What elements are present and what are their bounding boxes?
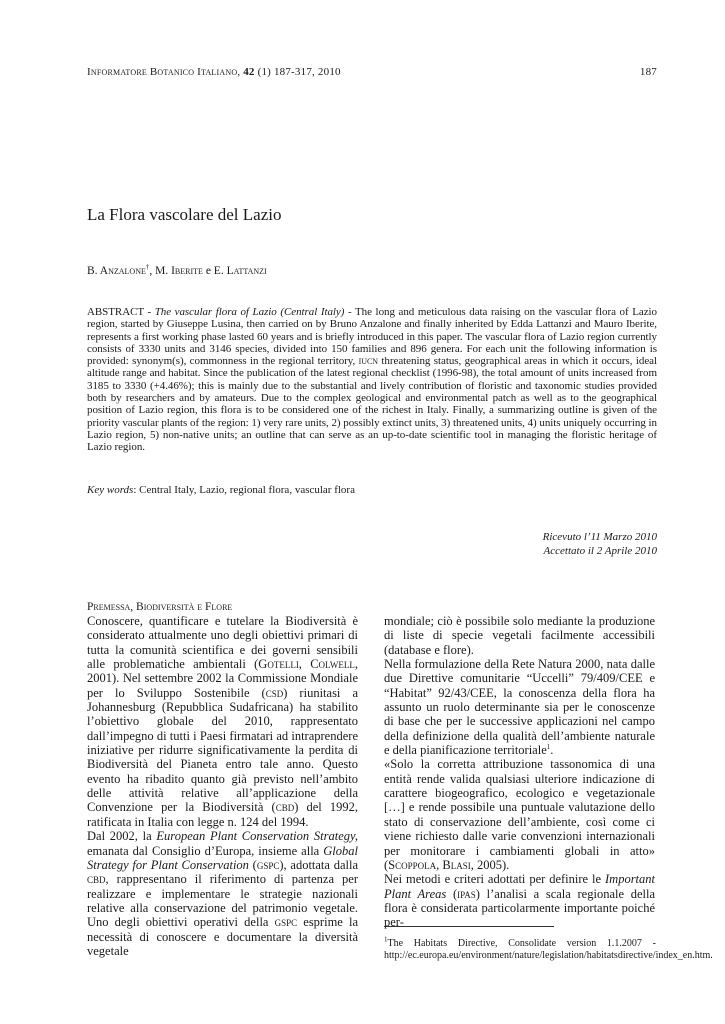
article-title: La Flora vascolare del Lazio — [87, 205, 282, 224]
abstract-text-1: - The long and meticulous data raising on the vascular flora of Lazio region, started by Giuseppe Lusina, then carried on by Bruno Anzalone and finally inherited by Edda Lattanzi and Mauro Iberite, represents a first working phase lasted 60 years and is briefly introduced in this paper. The vascular flora of Lazio region currently consists of 3330 units and 3146 species, divided into 150 families and 896 genera. For each unit the following information is provided: synonym(s), commonness in the regional territory, — [87, 306, 658, 368]
received-date: Ricevuto l’11 Marzo 2010 — [542, 531, 657, 543]
ipa-full: Important Plant Areas — [384, 872, 655, 901]
journal-sep: , — [237, 66, 244, 78]
left-column — [87, 614, 358, 958]
paragraph-2 — [87, 829, 358, 958]
author-line — [87, 265, 267, 277]
keywords-text: : Central Italy, Lazio, regional flora, vascular flora — [133, 484, 355, 496]
abstract-iucn: iucn — [358, 355, 379, 368]
author-conjunction: e — [202, 265, 214, 277]
author-1: B. Anzalone — [87, 265, 146, 277]
p2-gspc: gspc — [256, 857, 280, 872]
p2-cbd: cbd — [87, 872, 106, 887]
p2-gspc-full: Global Strategy for Plant Conservation — [87, 843, 358, 872]
accepted-date: Accettato il 2 Aprile 2010 — [543, 544, 657, 557]
ipa-abbrev: ipas — [457, 886, 476, 901]
p2-text-d: ), adottata dalla — [279, 857, 358, 872]
keywords — [87, 484, 657, 496]
p2-text-f: esprime la necessità di conoscere e documentare la diversità vegetale — [87, 915, 358, 958]
footnote-text: The Habitats Directive, Consolidate version 1.1.2007 - http://ec.europa.eu/environment/nature/legislation/habitatsdirective/index_en.htm. — [384, 938, 713, 961]
abstract-english-title: The vascular flora of Lazio (Central Italy) — [154, 306, 345, 318]
p1-csd: csd — [265, 685, 284, 700]
p2-text-b: emanata dal Consiglio d’Europa, insieme alla — [87, 843, 324, 858]
author-separator: , — [149, 265, 156, 277]
footnote-mark: 1 — [384, 935, 388, 944]
journal-volume: 42 — [243, 66, 255, 78]
p2-epcs: European Plant Conservation Strategy, — [156, 829, 358, 844]
ipa-text-c: ) l’analisi a scala regionale della flora è considerata particolarmente importante poiché per- — [384, 886, 655, 930]
p1-text-d: ) del 1992, ratificata in Italia con legge n. 124 del 1994. — [87, 800, 359, 829]
author-3: E. Lattanzi — [213, 265, 267, 277]
running-head — [87, 66, 657, 78]
p1-text-c: ) riunitasi a Johannesburg (Repubblica Sudafricana) ha stabilito l’obiettivo globale del 2010, rappresentato dall’impegno di tutti i Paesi firmatari ad intraprendere iniziative per ridurre significativamente la perdita di Biodiversità del Pianeta entro tale anno. Questo evento ha ribadito quanto già previsto nell’ambito delle attività relative all’applicazione della Convenzione per la Biodiversità ( — [87, 685, 358, 815]
abstract-text-2: threatening status, geographical areas in which it occurs, ideal altitude range and habitat. Since the publication of the latest regional checklist (1996-98), the total amount of units increased from 3185 to 3330 (+4.46%); this is mainly due to the substantial and lively contribution of floristic and taxonomic studies provided both by researchers and by amateurs. Due to the complex geological and environmental patch as well as to the geographical position of Lazio region, this flora is to be considered one of the richest in Italy. Finally, a summarizing outline is given of the priority vascular plants of the region: 1) very rare units, 2) possibly extinct units, 3) threatened units, 4) units uniquely occurring in Lazio region, 5) non-native units; an outline that can serve as an up-to-date scientific tool in managing the floristic heritage of Lazio region. — [87, 355, 657, 454]
paragraph-natura-2000 — [384, 657, 655, 757]
p1-text-b: , 2001). Nel settembre 2002 la Commissione Mondiale per lo Sviluppo Sostenibile ( — [87, 657, 358, 700]
footnote-ref: 1 — [546, 742, 551, 751]
p2-text-a: Dal 2002, la — [87, 829, 157, 844]
p-natura-text: Nella formulazione della Rete Natura 2000, nata dalle due Direttive comunitarie “Uccelli” 79/409/CEE e “Habitat” 92/43/CEE, la conoscenza della flora ha assunto un ruolo determinante sia per le conoscenze di base che per le successive applicazioni nel campo della definizione della qualità dell’ambiente naturale e della pianificazione territoriale — [384, 657, 655, 758]
p1-cbd: cbd — [275, 800, 295, 815]
p1-text-a: Conoscere, quantificare e tutelare la Biodiversità è considerato attualmente uno degli obiettivi primari di tutta la comunità scientifica e dei governi sensibili alle problematiche ambientali ( — [87, 614, 358, 672]
paragraph-quote — [384, 757, 655, 872]
p2-gspc-2: gspc — [274, 915, 298, 930]
abstract-label: ABSTRACT - — [87, 306, 155, 318]
ipa-text-a: Nei metodi e criteri adottati per definire le — [384, 872, 605, 887]
p1-citation: Gotelli, Colwell — [258, 657, 355, 672]
p-natura-end: . — [550, 743, 554, 758]
journal-name: Informatore Botanico Italiano — [87, 66, 238, 78]
p2-text-c: ( — [248, 857, 257, 872]
paragraph-ipa — [384, 872, 655, 929]
paragraph-continued: mondiale; ciò è possibile solo mediante la produzione di liste di specie vegetali facilmente accessibili (database e flore). — [384, 614, 655, 657]
page-number: 187 — [639, 66, 657, 78]
footnote-divider — [384, 926, 554, 927]
paragraph-1 — [87, 614, 358, 829]
quote-text: «Solo la corretta attribuzione tassonomica di una entità rende valida qualsiasi ulteriore indicazione di carattere biogeografico, ecologico e vegetazionale […] e rende possibile una puntuale valutazione dello stato di conservazione dell’ambiente, così come ci viene richiesto dalle varie convenzioni internazionali per monitorare i cambiamenti globali in atto» ( — [384, 757, 655, 872]
quote-end: , 2005). — [470, 857, 510, 872]
abstract — [87, 306, 657, 454]
author-2: M. Iberite — [155, 265, 203, 277]
deceased-mark: † — [145, 263, 150, 272]
p2-text-e: , rappresentano il riferimento di partenza per realizzare e implementare le strategie nazionali relative alla conservazione del patrimonio vegetale. Uno degli obiettivi operativi della — [87, 872, 358, 930]
keywords-label: Key words — [87, 484, 134, 496]
quote-citation: Scoppola, Blasi — [388, 857, 471, 872]
section-heading: Premessa, Biodiversità e Flore — [87, 601, 233, 613]
footnote — [384, 935, 713, 961]
journal-issue: (1) 187-317, 2010 — [257, 66, 341, 78]
ipa-text-b: ( — [446, 886, 458, 901]
submission-dates — [543, 531, 657, 558]
right-column — [384, 614, 655, 930]
